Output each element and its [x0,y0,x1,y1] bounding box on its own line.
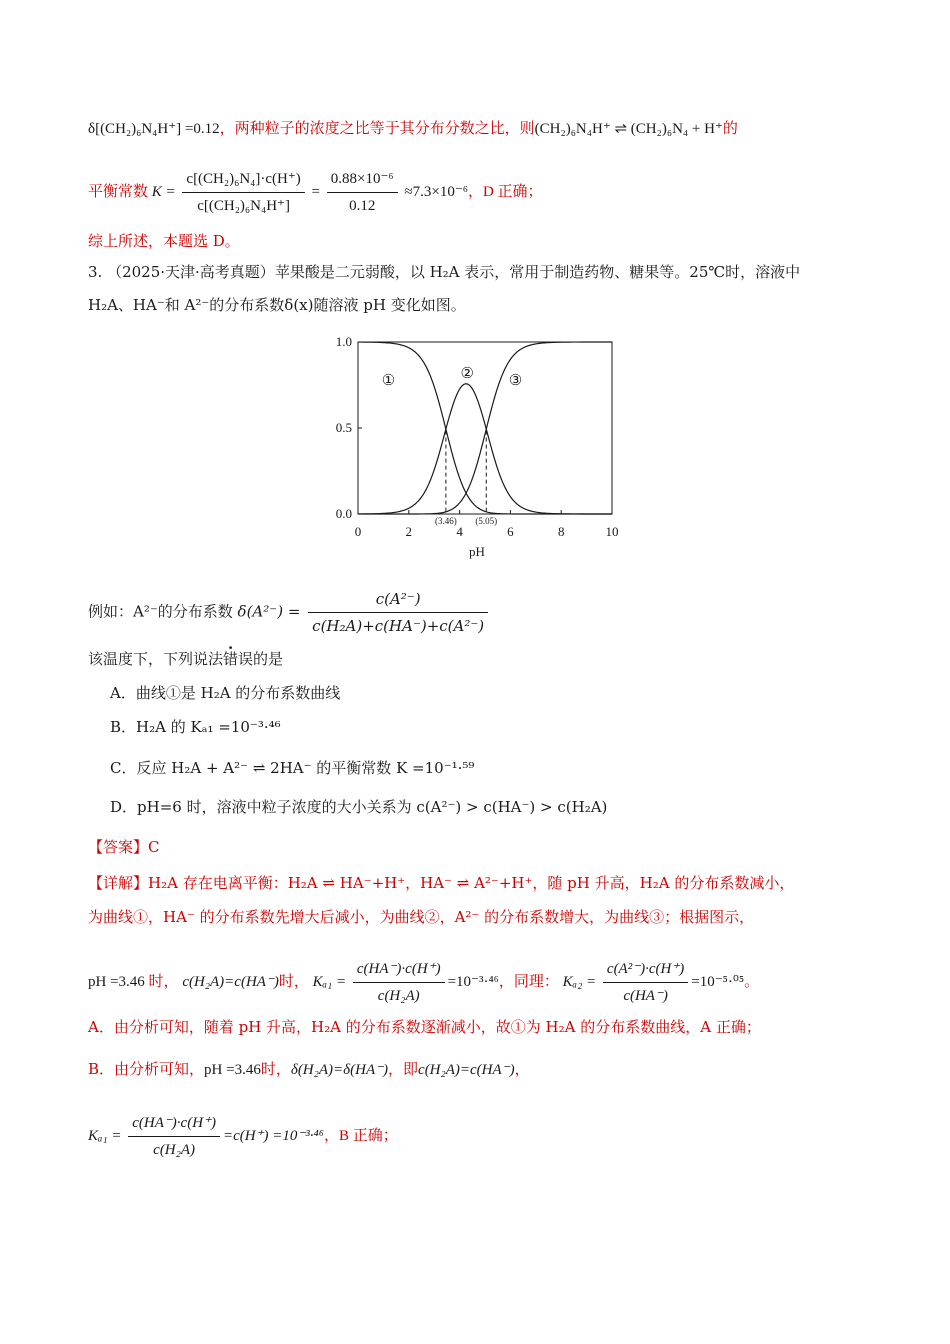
option-d[interactable] [110,796,890,818]
y-tick-label: 1.0 [335,334,352,349]
option-a[interactable] [110,682,890,704]
prev-line-2 [88,168,890,217]
prev-line-1 [88,118,890,140]
ph-value: pH =3.46 [88,973,145,990]
ka1-symbol: Kₐ₁ = [312,973,347,990]
ka1-final-denominator: c(H₂A) [153,1142,196,1158]
prompt-part-a: 该温度下，下列说法 [88,650,224,668]
detail-period: 。 [744,973,760,990]
question-prompt [88,648,890,670]
prev-k-label: 平衡常数 [88,183,149,200]
curve-label: ② [460,365,474,382]
answer-line [88,836,890,858]
detail-when-2: 时， [278,973,309,990]
answer-label: 【答案】 [88,838,149,856]
option-text: 曲线①是 H₂A 的分布系数曲线 [135,684,341,702]
k-denominator: c[(CH₂)₆N₄H⁺] [197,198,290,214]
x-tick-label: 4 [456,524,463,539]
option-label: C． [110,759,137,777]
prev-explain-red: ，两种粒子的浓度之比等于其分布分数之比，则 [219,121,535,137]
prompt-emphasis: 错误 [223,650,254,668]
k-denominator-value: 0.12 [349,198,376,214]
prev-end-red: 的 [722,121,738,137]
question-stem-2: H₂A、HA⁻和 A²⁻的分布系数δ(x)随溶液 pH 变化如图。 [88,296,466,314]
question-source: （2025·天津·高考真题） [107,263,275,281]
curve-2 [358,384,612,514]
option-text: 反应 H₂A + A²⁻ ⇌ 2HA⁻ 的平衡常数 K =10⁻¹·⁵⁹ [136,759,475,777]
example-fraction [308,588,488,637]
equilibrium-equation: (CH₂)₆N₄H⁺ ⇌ (CH₂)₆N₄ + H⁺ [534,121,723,137]
detail-option-b-line [88,1058,890,1081]
detail-text-1: H₂A 存在电离平衡：H₂A ⇌ HA⁻+H⁺，HA⁻ ⇌ A²⁻+H⁺，随 pH 升高，H₂A 的分布系数减小， [148,874,795,892]
answer-value: C [148,838,160,856]
plot-frame [358,342,612,514]
ka1-value: =10⁻³·⁴⁶ [447,973,499,990]
curve-label: ③ [508,372,523,389]
curve-3 [358,342,612,514]
ka2-symbol: Kₐ₂ = [562,973,597,990]
option-label: D． [110,798,138,816]
delta-expression: δ[(CH₂)₆N₄H⁺] =0.12 [88,121,220,137]
pka-annotation: (5.05) [475,516,498,526]
example-line [88,588,890,637]
detail-option-a: A．由分析可知，随着 pH 升高，H₂A 的分布系数逐渐减小，故①为 H₂A 的分布系数曲线，A 正确； [88,1018,761,1036]
option-text: pH=6 时，溶液中粒子浓度的大小关系为 c(A²⁻) > c(HA⁻) > c(H₂A) [137,798,608,816]
question-number: 3. [88,263,103,281]
example-denominator: c(H₂A)+c(HA⁻)+c(A²⁻) [312,617,485,635]
detail-when: 时， [148,973,179,990]
ka2-value: =10⁻⁵·⁰⁵ [691,973,745,990]
k-fraction-1 [182,168,304,217]
equals-sign: = [311,183,321,200]
option-label: B． [110,718,137,736]
detail-b-comma: ， [514,1060,530,1078]
x-tick-label: 0 [354,524,362,539]
ka1-numerator: c(HA⁻)·c(H⁺) [353,958,445,983]
pka-annotation: (3.46) [435,516,457,526]
k-approx: ≈7.3×10⁻⁶ [404,183,468,200]
prompt-part-c: 的是 [253,650,284,668]
ka2-denominator: c(HA⁻) [623,988,668,1004]
detail-ka1-line [88,1112,890,1161]
k-fraction-2 [327,168,398,217]
k-numerator-value: 0.88×10⁻⁶ [327,168,398,193]
detail-label: 【详解】 [88,874,149,892]
question-stem-line-1 [88,261,890,283]
ka1-fraction [353,958,445,1007]
ka2-numerator: c(A²⁻)·c(H⁺) [603,958,688,983]
x-tick-label: 10 [605,524,619,539]
conc-equality: c(H₂A)=c(HA⁻) [182,973,279,990]
detail-line-3 [88,958,890,1007]
curve-label: ① [381,372,396,389]
option-label: A． [110,684,136,702]
k-symbol: K = [151,183,176,200]
detail-text-2: 为曲线①，HA⁻ 的分布系数先增大后减小，为曲线②，A²⁻ 的分布系数增大，为曲线③；根据图示， [88,908,755,926]
ka1-final-numerator: c(HA⁻)·c(H⁺) [128,1112,220,1137]
example-lhs: δ(A²⁻) = [237,602,301,621]
example-numerator: c(A²⁻) [308,588,488,613]
ka1-denominator: c(H₂A) [377,988,420,1004]
prev-conclusion-d: ，D 正确； [467,183,543,200]
question-stem-1: 苹果酸是二元弱酸，以 H₂A 表示，常用于制造药物、糖果等。25℃时，溶液中 [274,263,801,281]
ka1-fraction-final [128,1112,220,1161]
detail-b-ie: ，即 [388,1060,419,1078]
detail-b-conc-eq: c(H₂A)=c(HA⁻) [418,1062,515,1078]
y-tick-label: 0.0 [335,506,352,521]
x-tick-label: 2 [405,524,413,539]
detail-b-ph: pH =3.46 [204,1062,261,1078]
ka1-final-value: =c(H⁺) =10⁻³·⁴⁶ [222,1127,324,1144]
x-tick-label: 8 [557,524,565,539]
prev-summary: 综上所述，本题选 D。 [88,232,240,250]
ka1-lhs: Kₐ₁ = [88,1127,122,1144]
y-tick-label: 0.5 [335,420,352,435]
curve-1 [358,342,612,514]
ka2-fraction [603,958,688,1007]
detail-similarly: ，同理： [498,973,559,990]
option-b[interactable] [110,716,890,738]
x-tick-label: 6 [507,524,514,539]
detail-b-prefix: B．由分析可知， [88,1060,205,1078]
detail-b-conclusion: ，B 正确； [323,1127,398,1144]
x-axis-label: pH [469,544,485,559]
option-c[interactable] [110,757,890,779]
example-prefix: 例如：A²⁻的分布系数 [88,602,233,621]
detail-b-when: 时， [260,1060,291,1078]
detail-line-1 [88,872,890,894]
k-numerator: c[(CH₂)₆N₄]·c(H⁺) [182,168,304,193]
distribution-chart [320,328,630,560]
detail-b-delta-eq: δ(H₂A)=δ(HA⁻) [290,1062,389,1078]
option-text: H₂A 的 Kₐ₁ =10⁻³·⁴⁶ [136,718,281,736]
